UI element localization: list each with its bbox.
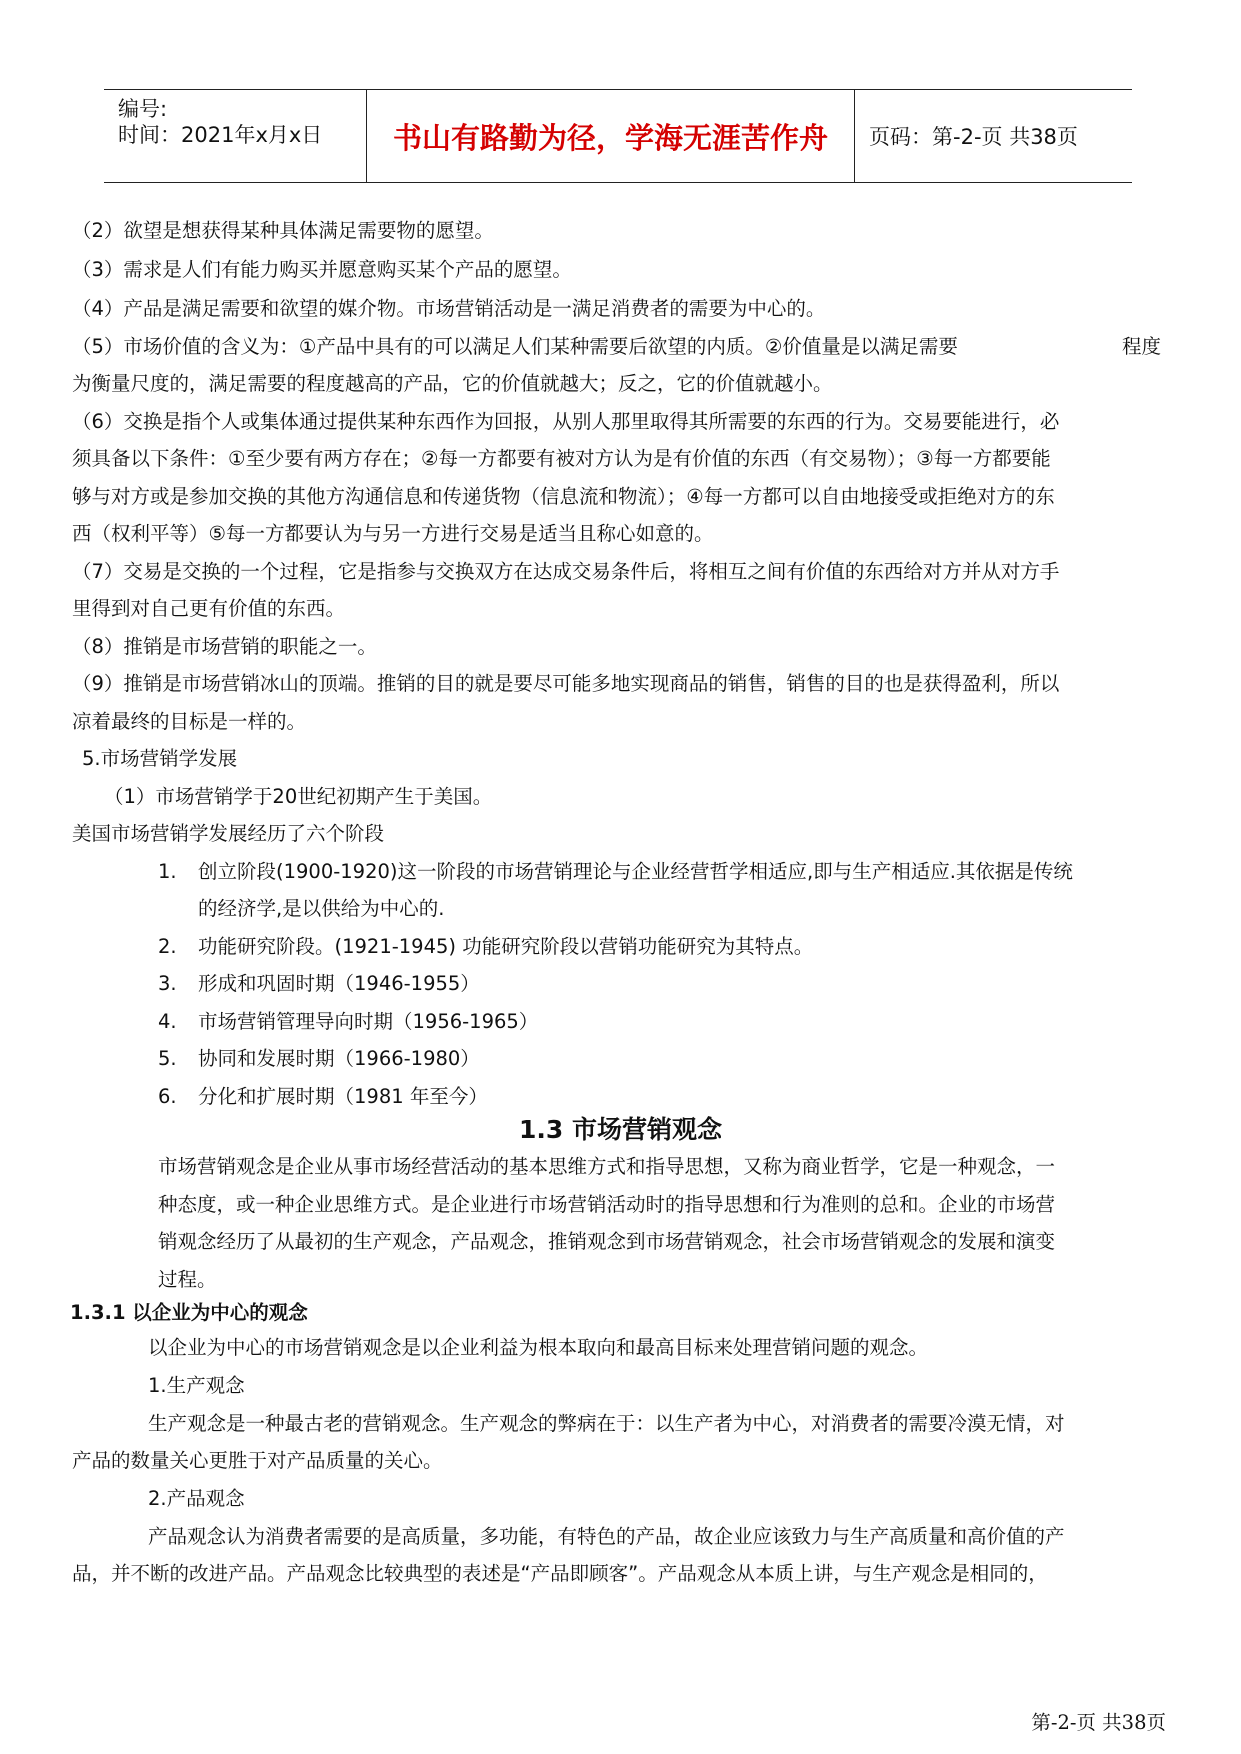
body-line: 5.市场营销学发展 — [82, 747, 238, 770]
section-heading-1-3-1: 1.3.1 以企业为中心的观念 — [70, 1301, 308, 1324]
header-right-cell — [855, 90, 1132, 182]
body-line: （7）交易是交换的一个过程，它是指参与交换双方在达成交易条件后，将相互之间有价值的东西给对方并从对方手 — [72, 560, 1060, 583]
body-line: 西（权利平等）⑤每一方都要认为与另一方进行交易是适当且称心如意的。 — [72, 522, 714, 545]
header-center-cell — [367, 90, 855, 182]
stage-text: 市场营销管理导向时期（1956-1965） — [198, 1010, 539, 1033]
stage-number: 4. — [158, 1010, 177, 1033]
body-line: 为衡量尺度的，满足需要的程度越高的产品，它的价值就越大；反之，它的价值就越小。 — [72, 372, 833, 395]
body-line: （5）市场价值的含义为：①产品中具有的可以满足人们某种需要后欲望的内质。②价值量是以满足需要 — [72, 335, 958, 358]
body-line: （4）产品是满足需要和欲望的媒介物。市场营销活动是一满足消费者的需要为中心的。 — [72, 297, 826, 320]
paragraph-line: 品，并不断的改进产品。产品观念比较典型的表述是“产品即顾客”。产品观念从本质上讲，与生产观念是相同的， — [72, 1562, 1048, 1585]
page-info: 页码：第-2-页 共38页 — [869, 125, 1078, 149]
stage-number: 3. — [158, 972, 177, 995]
body-line: 里得到对自己更有价值的东西。 — [72, 597, 346, 620]
section-heading-1-3: 1.3 市场营销观念 — [519, 1115, 722, 1144]
stage-text: 功能研究阶段。(1921-1945) 功能研究阶段以营销功能研究为其特点。 — [198, 935, 814, 958]
stage-text: 协同和发展时期（1966-1980） — [198, 1047, 480, 1070]
number-label: 编号: — [118, 97, 168, 121]
body-line: 凉着最终的目标是一样的。 — [72, 710, 307, 733]
stage-text-continued: 的经济学,是以供给为中心的. — [198, 897, 445, 920]
page-footer: 第-2-页 共38页 — [1031, 1711, 1166, 1734]
paragraph-line: 过程。 — [158, 1268, 217, 1291]
stage-number: 5. — [158, 1047, 177, 1070]
stage-text: 形成和巩固时期（1946-1955） — [198, 972, 480, 995]
body-line: 够与对方或是参加交换的其他方沟通信息和传递货物（信息流和物流）；④每一方都可以自由地接受或拒绝对方的东 — [72, 485, 1055, 508]
body-line: 程度 — [1122, 335, 1162, 358]
paragraph-line: 产品观念认为消费者需要的是高质量，多功能，有特色的产品，故企业应该致力与生产高质量和高价值的产 — [148, 1525, 1065, 1548]
body-line: （8）推销是市场营销的职能之一。 — [72, 635, 377, 658]
body-line: （2）欲望是想获得某种具体满足需要物的愿望。 — [72, 219, 494, 242]
body-line: （1）市场营销学于20世纪初期产生于美国。 — [104, 785, 493, 808]
paragraph-line: 产品的数量关心更胜于对产品质量的关心。 — [72, 1449, 443, 1472]
stage-text: 创立阶段(1900-1920)这一阶段的市场营销理论与企业经营哲学相适应,即与生产相适应.其依据是传统 — [198, 860, 1073, 883]
paragraph-line: 以企业为中心的市场营销观念是以企业利益为根本取向和最高目标来处理营销问题的观念。 — [148, 1336, 929, 1359]
body-line: （3）需求是人们有能力购买并愿意购买某个产品的愿望。 — [72, 258, 572, 281]
body-line: 美国市场营销学发展经历了六个阶段 — [72, 822, 385, 845]
paragraph-line: 销观念经历了从最初的生产观念，产品观念，推销观念到市场营销观念，社会市场营销观念的发展和演变 — [158, 1230, 1056, 1253]
stage-number: 2. — [158, 935, 177, 958]
paragraph-line: 市场营销观念是企业从事市场经营活动的基本思维方式和指导思想，又称为商业哲学，它是一种观念，一 — [158, 1155, 1056, 1178]
body-line: （6）交换是指个人或集体通过提供某种东西作为回报，从别人那里取得其所需要的东西的行为。交易要能进行，必 — [72, 410, 1060, 433]
header-left-cell — [104, 90, 367, 182]
stage-number: 6. — [158, 1085, 177, 1108]
body-line: （9）推销是市场营销冰山的顶端。推销的目的就是要尽可能多地实现商品的销售，销售的目的也是获得盈利，所以 — [72, 672, 1060, 695]
subheading: 1.生产观念 — [148, 1374, 245, 1397]
stage-text: 分化和扩展时期（1981 年至今） — [198, 1085, 488, 1108]
subheading: 2.产品观念 — [148, 1487, 245, 1510]
body-line: 须具备以下条件：①至少要有两方存在；②每一方都要有被对方认为是有价值的东西（有交易物）；③每一方都要能 — [72, 447, 1051, 470]
header-table — [104, 89, 1132, 183]
time-label: 时间：2021年x月x日 — [118, 123, 323, 147]
paragraph-line: 生产观念是一种最古老的营销观念。生产观念的弊病在于：以生产者为中心，对消费者的需要冷漠无情，对 — [148, 1412, 1065, 1435]
motto: 书山有路勤为径，学海无涯苦作舟 — [392, 120, 828, 155]
stage-number: 1. — [158, 860, 177, 883]
paragraph-line: 种态度，或一种企业思维方式。是企业进行市场营销活动时的指导思想和行为准则的总和。企业的市场营 — [158, 1193, 1056, 1216]
